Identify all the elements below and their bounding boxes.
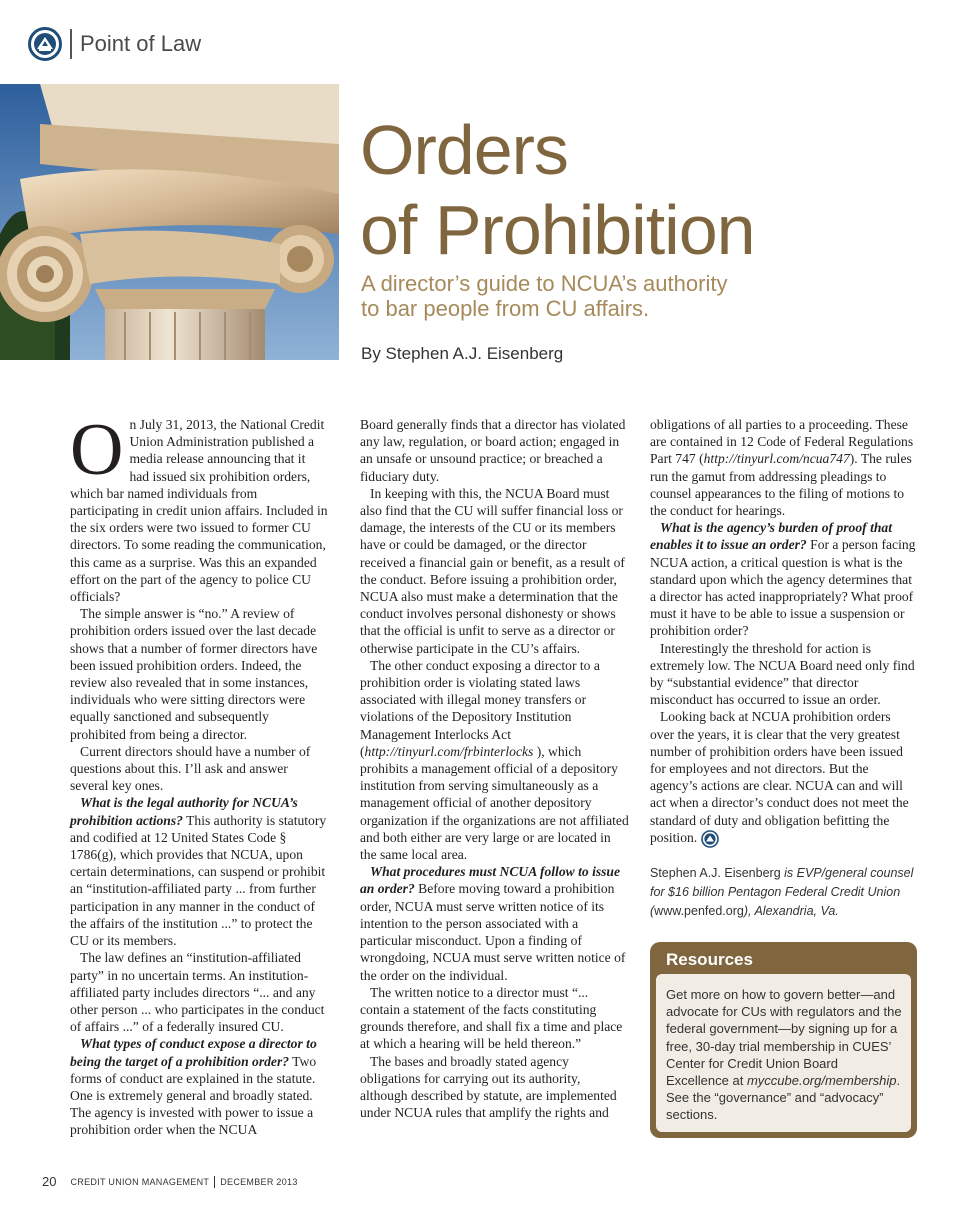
paragraph: Interestingly the threshold for action is extremely low. The NCUA Board need only find by “substantial evidence” that director misconduct has occurred to issue an order.	[650, 640, 915, 708]
column-capital-photo	[0, 84, 339, 360]
question-heading: What is the agency’s burden of proof that enables it to issue an order?	[650, 520, 892, 553]
page-number: 20	[42, 1174, 57, 1189]
question-heading: What types of conduct expose a director to being the target of a prohibition order?	[70, 1036, 317, 1069]
resources-text: Get more on how to govern better—and advocate for CUs with regulators and the federal government—by signing up for a free, 30-day trial membership in CUES’ Center for Credit Union Board Excellence at myccube.org/membership. See the “governance” and “advocacy” sections.	[666, 987, 902, 1123]
article-title	[360, 110, 755, 270]
article-subtitle	[361, 271, 821, 321]
paragraph: What is the legal authority for NCUA’s prohibition actions? This authority is statutory and codified at 12 United States Code § 1786(g), which provides that NCUA, upon certain determinations, can suspend or prohibit an “institution-affiliated party ... from further participation in any manner in the conduct of the affairs of the institution ...” to protect the CU or its members.	[70, 795, 327, 949]
paragraph: The other conduct exposing a director to a prohibition order is violating stated laws associated with illegal money transfers or violations of the Depository Institution Management Interlocks Act (http://tinyurl.com/frbinterlocks ), which prohibits a management official of a depository institution from serving simultaneously as a management official of another depository organization if the organizations are not affiliated and both either are very large or are located in the same local area.	[360, 657, 629, 863]
resources-title: Resources	[666, 950, 753, 969]
paragraph: Board generally finds that a director has violated any law, regulation, or board action; engaged in an unsafe or unsound practice; or breached a fiduciary duty.	[360, 417, 626, 484]
publication-name: CREDIT UNION MANAGEMENT	[70, 1176, 210, 1187]
byline: By Stephen A.J. Eisenberg	[361, 344, 564, 363]
title-line-2: of Prohibition	[360, 191, 755, 269]
header-divider	[70, 29, 72, 59]
subtitle-line-2: to bar people from CU affairs.	[361, 296, 650, 321]
subtitle-line-1: A director’s guide to NCUA’s authority	[361, 271, 728, 296]
paragraph: What is the agency’s burden of proof that enables it to issue an order? For a person facing NCUA action, a critical question is what is the standard upon which the agency determines that a director has acted inappropriately? What proof must it have to be able to issue a suspension or prohibition order?	[650, 520, 916, 639]
author-bio: Stephen A.J. Eisenberg is EVP/general counsel for $16 billion Pentagon Federal Credit Union (www.penfed.org), Alexandria, Va.	[650, 866, 914, 918]
body-column-1	[70, 409, 328, 1139]
question-heading: What procedures must NCUA follow to issue an order?	[360, 864, 621, 897]
myccube-link[interactable]: myccube.org/membership	[746, 1073, 897, 1089]
cu-management-logo-icon	[28, 27, 62, 61]
penfed-link[interactable]: www.penfed.org	[654, 904, 744, 918]
question-heading: What is the legal authority for NCUA’s prohibition actions?	[70, 795, 298, 828]
body-column-2	[360, 416, 630, 1121]
paragraph: The bases and broadly stated agency obligations for carrying out its authority, although described by statute, are implemented under NCUA rules that amplify the rights and	[360, 1053, 617, 1121]
paragraph: Looking back at NCUA prohibition orders over the years, it is clear that the very greatest number of prohibition orders have been issued for employees and not directors. But the agency’s actions are clear. NCUA can and will act when a director’s conduct does not meet the standard of duty and obligation befitting the position.	[650, 708, 918, 847]
drop-cap: O	[70, 409, 124, 491]
paragraph: obligations of all parties to a proceeding. These are contained in 12 Code of Federal Regulations Part 747 (http://tinyurl.com/ncua747). The rules run the gamut from addressing pleadings to counsel appearances to the filing of motions to the conduct for hearings.	[650, 417, 914, 519]
paragraph: The written notice to a director must “... contain a statement of the facts constituting grounds therefore, and shall fix a time and place at which a hearing will be held thereon.”	[360, 984, 623, 1052]
issue-date: DECEMBER 2013	[220, 1176, 298, 1187]
paragraph: In keeping with this, the NCUA Board must also find that the CU will suffer financial loss or damage, the interests of the CU or its members have or could be damaged, or the director received a financial gain or benefit, as a result of the conduct. Before issuing a prohibition order, NCUA also must make a determination that the conduct involves personal dishonesty or shows that the official is unfit to serve as a director or otherwise participate in the CU’s affairs.	[360, 485, 625, 656]
page-header	[28, 26, 201, 62]
title-line-1: Orders	[360, 111, 568, 189]
footer-divider	[214, 1176, 215, 1188]
resources-box	[650, 942, 917, 1138]
resources-body	[656, 974, 911, 1132]
frb-interlocks-link[interactable]: http://tinyurl.com/frbinterlocks	[364, 743, 534, 759]
body-column-3	[650, 416, 918, 848]
paragraph: What types of conduct expose a director to being the target of a prohibition order? Two forms of conduct are explained in the statute. One is extremely general and broadly stated. The agency is invested with power to issue a prohibition order when the NCUA	[70, 1036, 317, 1138]
page-footer	[42, 1174, 298, 1189]
paragraph: What procedures must NCUA follow to issue an order? Before moving toward a prohibition order, NCUA must serve written notice of its intention to the person associated with a particular misconduct. Upon a finding of wrongdoing, NCUA must serve written notice of the order on the individual.	[360, 864, 626, 983]
end-mark-icon	[701, 830, 719, 848]
paragraph: The law defines an “institution-affiliated party” in no uncertain terms. An institution-affiliated party includes directors “... and any other person ... who participates in the conduct of affairs ...” of a federally insured CU.	[70, 950, 325, 1035]
ncua747-link[interactable]: http://tinyurl.com/ncua747	[703, 451, 850, 467]
paragraph: The simple answer is “no.” A review of prohibition orders issued over the last decade shows that a number of former directors have been issued prohibition orders. Indeed, the review also revealed that in some instances, individuals who were sitting directors were equally sanctioned and subsequently prohibited from being a director.	[70, 606, 318, 742]
author-name: Stephen A.J. Eisenberg	[650, 866, 781, 880]
paragraph: Current directors should have a number of questions about this. I’ll ask and answer several key ones.	[70, 743, 311, 794]
paragraph: On July 31, 2013, the National Credit Union Administration published a media release announcing that it had issued six prohibition orders, which bar named individuals from participating in credit union affairs. Included in the six orders were two issued to former CU directors. To some reading the communication, this came as a surprise. Was this an expanded effort on the part of the agency to police CU officials?	[70, 409, 328, 605]
section-title: Point of Law	[80, 31, 202, 56]
